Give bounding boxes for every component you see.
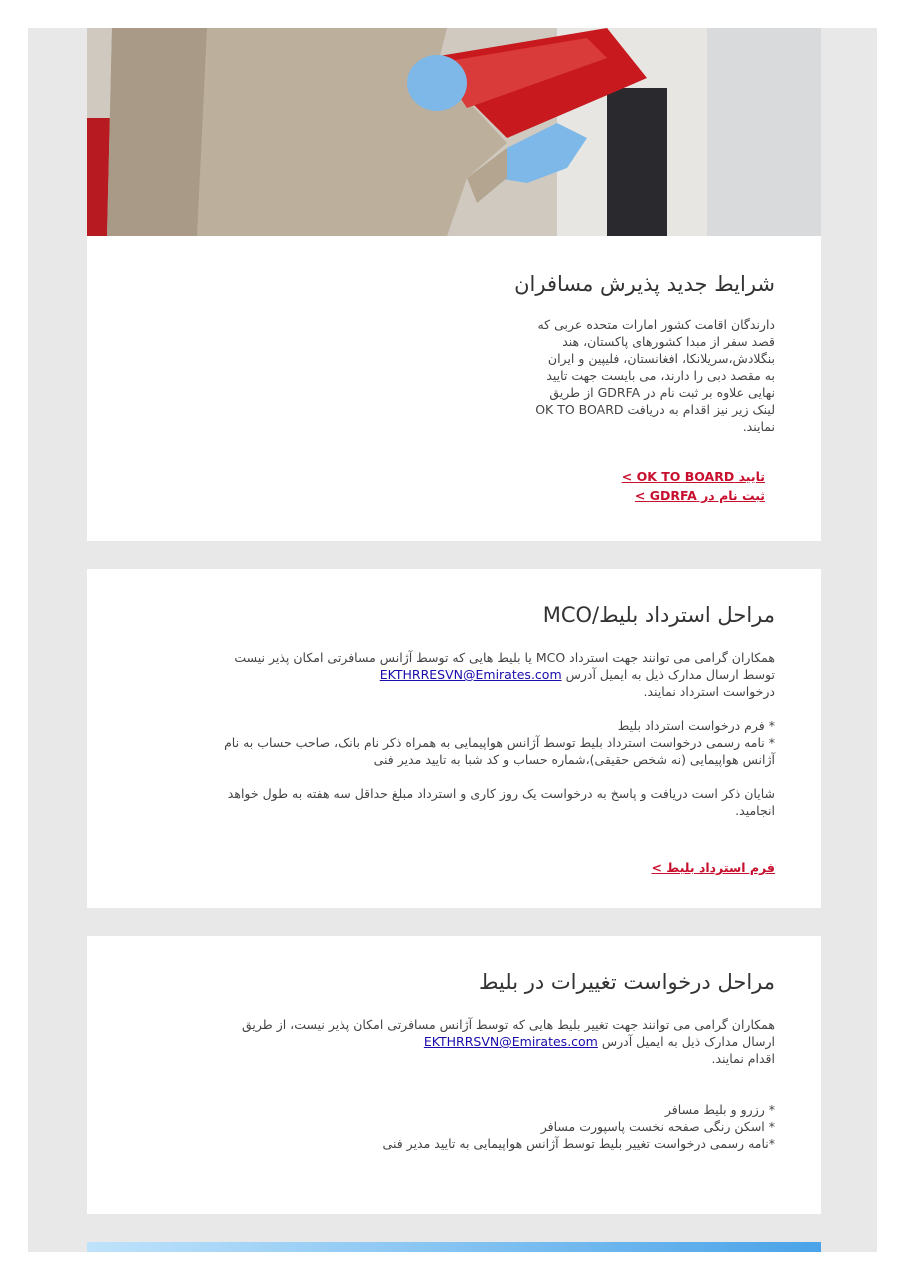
paragraph-line: همکاران گرامی می توانند جهت استرداد MCO یا بلیط هایی که توسط آژانس مسافرتی امکان پذیر نیست [234, 650, 775, 665]
note-line: انجامید. [735, 803, 775, 818]
section-paragraph [115, 1016, 775, 1152]
hero-image [87, 28, 821, 236]
bullet-item: * اسکن رنگی صفحه نخست پاسپورت مسافر [540, 1119, 775, 1134]
section-ticket-refund [87, 569, 821, 908]
bullet-item: * نامه رسمی درخواست استرداد بلیط توسط آژانس هواپیمایی به همراه ذکر نام بانک، صاحب حساب به نام [224, 735, 775, 750]
email-frame [28, 28, 877, 1252]
paragraph-text: توسط ارسال مدارک ذیل به ایمیل آدرس [561, 667, 775, 682]
paragraph-line: نمایند. [742, 419, 775, 434]
refund-form-link[interactable]: فرم استرداد بلیط > [651, 860, 775, 875]
change-email-link[interactable]: EKTHRRSVN@Emirates.com [423, 1034, 598, 1049]
paragraph-line: لینک زیر نیز اقدام به دریافت OK TO BOARD [535, 402, 775, 417]
paragraph-line: بنگلادش،سریلانکا، افغانستان، فلیپین و ایران [547, 351, 775, 366]
section-paragraph [475, 316, 775, 435]
section-ticket-change [87, 936, 821, 1214]
footer-accent-bar [87, 1242, 821, 1252]
section-paragraph [115, 649, 775, 819]
section-title: شرایط جدید پذیرش مسافران [514, 272, 775, 296]
paragraph-line [115, 1033, 775, 1050]
paragraph-line: همکاران گرامی می توانند جهت تغییر بلیط هایی که توسط آژانس مسافرتی امکان پذیر نیست، از طریق [241, 1017, 775, 1032]
note-line: شایان ذکر است دریافت و پاسخ به درخواست یک روز کاری و استرداد مبلغ حداقل سه هفته به طول خواهد [227, 786, 775, 801]
paragraph-line: اقدام نمایند. [711, 1051, 775, 1066]
paragraph-line: به مقصد دبی را دارند، می بایست جهت تایید [546, 368, 775, 383]
section-title: مراحل درخواست تغییرات در بلیط [478, 970, 775, 994]
bullet-item: *نامه رسمی درخواست تغییر بلیط توسط آژانس هواپیمایی به تایید مدیر فنی [382, 1136, 775, 1151]
gdrfa-register-link[interactable]: ثبت نام در GDRFA > [634, 488, 765, 503]
paragraph-line: نهایی علاوه بر ثبت نام در GDRFA از طریق [549, 385, 775, 400]
section-passenger-acceptance [87, 236, 821, 541]
section-title: مراحل استرداد بلیط/MCO [542, 603, 775, 627]
paragraph-line [115, 666, 775, 683]
ok-to-board-link[interactable]: تایید OK TO BOARD > [621, 469, 765, 484]
hero-photo-illustration [87, 28, 821, 236]
refund-email-link[interactable]: EKTHRRESVN@Emirates.com [379, 667, 562, 682]
paragraph-line: قصد سفر از مبدا کشورهای پاکستان، هند [562, 334, 775, 349]
paragraph-line: دارندگان اقامت کشور امارات متحده عربی که [537, 317, 775, 332]
bullet-item: * رزرو و بلیط مسافر [664, 1102, 775, 1117]
bullet-item: * فرم درخواست استرداد بلیط [617, 718, 775, 733]
paragraph-line: درخواست استرداد نمایند. [643, 684, 775, 699]
paragraph-text: ارسال مدارک ذیل به ایمیل آدرس [597, 1034, 775, 1049]
bullet-item-continued: آژانس هواپیمایی (نه شخص حقیقی)،شماره حساب و کد شبا به تایید مدیر فنی [373, 752, 775, 767]
